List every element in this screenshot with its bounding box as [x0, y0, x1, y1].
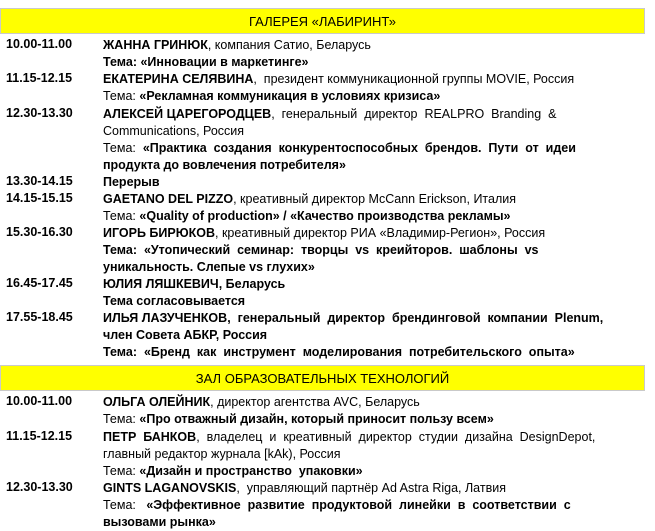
topic-title: «Дизайн и пространство упаковки» [139, 464, 363, 478]
time-slot: 11.15-12.15 [6, 71, 73, 85]
topic-prefix: Тема: [103, 498, 147, 512]
speaker-role: , владелец и креативный директор студии дизайна DesignDepot, [196, 430, 596, 444]
speaker-role: , президент коммуникационной группы MOVIE, Россия [253, 72, 575, 86]
session-details [103, 106, 631, 174]
speaker-role: , креативный директор McCann Erickson, Италия [233, 192, 517, 206]
topic-title: «Утопический семинар: творцы vs креийторов. шаблоны vs [143, 243, 539, 257]
speaker-name: ЮЛИЯ ЛЯШКЕВИЧ [103, 277, 219, 291]
section-header-education: ЗАЛ ОБРАЗОВАТЕЛЬНЫХ ТЕХНОЛОГИЙ [0, 365, 645, 391]
speaker-role-cont: главный редактор журнала [kAk), Россия [103, 447, 341, 461]
speaker-role: , управляющий партнёр Ad Astra Riga, Латвия [236, 481, 506, 495]
session-details [103, 225, 631, 276]
time-slot: 17.55-18.45 [6, 310, 73, 324]
speaker-name: GAETANO DEL PIZZO [103, 192, 234, 206]
topic-prefix: Тема: [103, 412, 140, 426]
time-slot: 12.30-13.30 [6, 106, 73, 120]
topic-prefix: Тема: [103, 55, 141, 69]
topic-prefix: Тема: [103, 243, 144, 257]
session-details [103, 174, 631, 191]
speaker-role: , генеральный директор брендинговой компании Plenum, [227, 311, 604, 325]
topic-title-cont: продукта до вовлечения потребителя» [103, 158, 346, 172]
speaker-name: ЕКАТЕРИНА СЕЛЯВИНА [103, 72, 254, 86]
topic-prefix: Тема: [103, 209, 140, 223]
speaker-role: , креативный директор РИА «Владимир-Регион», Россия [215, 226, 546, 240]
topic-prefix: Тема: [103, 89, 140, 103]
session-details [103, 429, 631, 480]
topic-prefix: Тема: [103, 464, 140, 478]
topic-title: «Инновации в маркетинге» [140, 55, 309, 69]
speaker-name: GINTS LAGANOVSKIS [103, 481, 237, 495]
speaker-role: , компания Сатио, Беларусь [207, 38, 371, 52]
topic-title: «Эффективное развитие продуктовой линейки в соответствии с [146, 498, 571, 512]
speaker-name: ОЛЬГА ОЛЕЙНИК [103, 395, 211, 409]
session-details [103, 71, 631, 105]
speaker-role-cont: член Совета АБКР, Россия [103, 328, 268, 342]
speaker-name: АЛЕКСЕЙ ЦАРЕГОРОДЦЕВ [103, 107, 272, 121]
speaker-role: , генеральный директор REALPRO Branding & [271, 107, 557, 121]
topic-title: Тема согласовывается [103, 294, 246, 308]
speaker-name: ИГОРЬ БИРЮКОВ [103, 226, 215, 240]
topic-title: «Quality of production» / «Качество производства рекламы» [139, 209, 511, 223]
session-details [103, 37, 631, 71]
speaker-role: , директор агентства AVC, Беларусь [210, 395, 420, 409]
session-details [103, 394, 631, 428]
topic-title: «Про отважный дизайн, который приносит пользу всем» [139, 412, 494, 426]
time-slot: 16.45-17.45 [6, 276, 73, 290]
session-details [103, 191, 631, 225]
break-label: Перерыв [103, 175, 160, 189]
speaker-name: ПЕТР БАНКОВ [103, 430, 197, 444]
time-slot: 10.00-11.00 [6, 37, 73, 51]
topic-title-cont: уникальность. Слепые vs глухих» [103, 260, 315, 274]
topic-title-cont: вызовами рынка» [103, 515, 216, 529]
speaker-role-cont: Communications, Россия [103, 124, 245, 138]
time-slot: 10.00-11.00 [6, 394, 73, 408]
speaker-name: ЖАННА ГРИНЮК [103, 38, 208, 52]
topic-prefix: Тема: [103, 141, 143, 155]
speaker-role: , Беларусь [218, 277, 286, 291]
time-slot: 12.30-13.30 [6, 480, 73, 494]
session-details [103, 480, 631, 531]
time-slot: 15.30-16.30 [6, 225, 73, 239]
time-slot: 11.15-12.15 [6, 429, 73, 443]
session-details [103, 276, 631, 310]
section-header-gallery: ГАЛЕРЕЯ «ЛАБИРИНТ» [0, 8, 645, 34]
topic-prefix: Тема: [103, 345, 144, 359]
session-details [103, 310, 631, 361]
topic-title: «Практика создания конкурентоспособных брендов. Пути от идеи [142, 141, 576, 155]
time-slot: 13.30-14.15 [6, 174, 73, 188]
time-slot: 14.15-15.15 [6, 191, 73, 205]
topic-title: «Рекламная коммуникация в условиях кризиса» [139, 89, 441, 103]
topic-title: «Бренд как инструмент моделирования потребительского опыта» [143, 345, 575, 359]
speaker-name: ИЛЬЯ ЛАЗУЧЕНКОВ [103, 311, 228, 325]
